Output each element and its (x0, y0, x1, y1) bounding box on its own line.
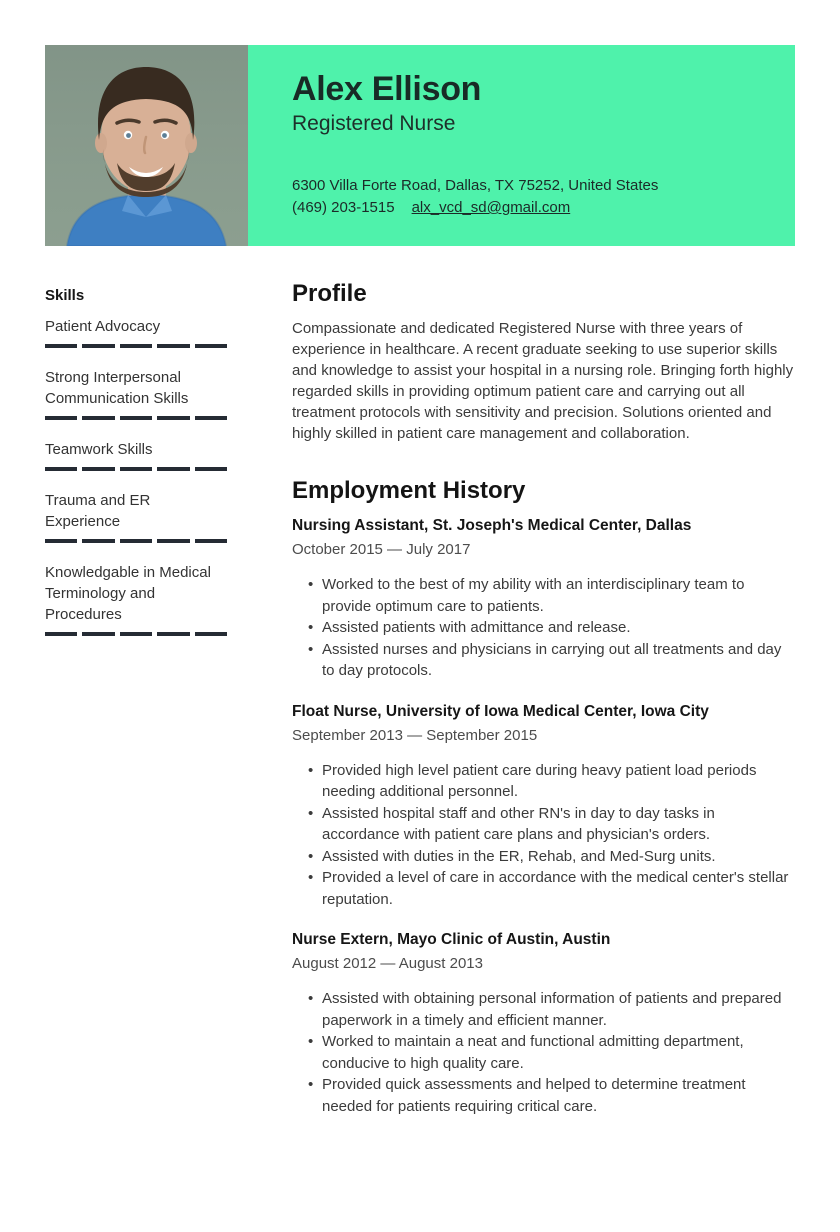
skills-heading: Skills (45, 287, 85, 304)
skill-bar-segment (120, 539, 152, 543)
contact-email-link[interactable]: alx_vcd_sd@gmail.com (411, 199, 571, 216)
skill-bar-segment (82, 344, 114, 348)
job-bullets (292, 760, 795, 911)
job-bullet: • Assisted nurses and physicians in carrying out all treatments and day to day protocols. (292, 639, 795, 682)
job-bullets (292, 988, 795, 1117)
job-entry (292, 515, 795, 682)
job-title: Nursing Assistant, St. Joseph's Medical Center, Dallas (292, 517, 692, 534)
skills-sidebar (45, 246, 227, 1136)
portrait-illustration (45, 45, 248, 246)
job-bullet: • Provided quick assessments and helped to determine treatment needed for patients requiring critical care. (292, 1074, 795, 1117)
skill-rating-bar (45, 344, 227, 348)
job-entry (292, 929, 795, 1117)
skill-bar-segment (195, 344, 227, 348)
skill-bar-segment (120, 416, 152, 420)
job-title: Nurse Extern, Mayo Clinic of Austin, Austin (292, 931, 611, 948)
skill-bar-segment (195, 416, 227, 420)
skill-bar-segment (45, 344, 77, 348)
skill-label: Patient Advocacy (45, 318, 161, 335)
job-entry (292, 701, 795, 911)
skill-bar-segment (157, 467, 189, 471)
jobs-list (292, 515, 795, 1117)
skill-bar-segment (45, 467, 77, 471)
job-dates: September 2013 — September 2015 (292, 726, 538, 744)
skill-bar-segment (120, 467, 152, 471)
header-info-panel (248, 45, 795, 246)
job-bullet: • Provided high level patient care during heavy patient load periods needing additional personnel. (292, 760, 795, 803)
job-bullets (292, 574, 795, 682)
job-dates: October 2015 — July 2017 (292, 541, 471, 558)
contact-phone: (469) 203-1515 (292, 199, 395, 216)
skill-rating-bar (45, 467, 227, 471)
skill-bar-segment (195, 467, 227, 471)
resume-body (0, 246, 840, 1136)
job-title: Float Nurse, University of Iowa Medical Center, Iowa City (292, 702, 709, 720)
skill-bar-segment (82, 539, 114, 543)
skills-list (45, 316, 227, 636)
resume-header (45, 45, 795, 246)
profile-text: Compassionate and dedicated Registered Nurse with three years of experience in healthcare. A recent graduate seeking to use superior skills and knowledge to assist your hospital in a nursing role. Bringing forth highly regarded skills in providing optimum patient care and carrying out all treatment protocols with sensitivity and precision. Solutions oriented and highly skilled in patient care management and collaboration. (292, 320, 794, 442)
skill-label: Teamwork Skills (45, 441, 153, 458)
job-bullet: • Assisted hospital staff and other RN's in day to day tasks in accordance with patient care plans and physician's orders. (292, 803, 795, 846)
skill-bar-segment (82, 467, 114, 471)
skill-bar-segment (82, 416, 114, 420)
skill-bar-segment (45, 539, 77, 543)
skill-item (45, 562, 227, 636)
skill-bar-segment (45, 416, 77, 420)
skill-item (45, 490, 227, 543)
job-bullet: • Provided a level of care in accordance with the medical center's stellar reputation. (292, 867, 795, 910)
skill-rating-bar (45, 632, 227, 636)
skill-label: Strong Interpersonal Communication Skills (45, 369, 189, 407)
job-bullet: • Worked to the best of my ability with an interdisciplinary team to provide optimum care to patients. (292, 574, 795, 617)
job-bullet: • Assisted with obtaining personal information of patients and prepared paperwork in a timely and efficient manner. (292, 988, 795, 1031)
job-bullet: • Worked to maintain a neat and functional admitting department, conducive to high quality care. (292, 1031, 795, 1074)
skill-bar-segment (45, 632, 77, 636)
job-bullet: • Assisted patients with admittance and release. (292, 617, 795, 639)
skill-bar-segment (157, 539, 189, 543)
skill-item (45, 316, 227, 348)
skill-bar-segment (157, 416, 189, 420)
skill-label: Trauma and ER Experience (45, 492, 151, 530)
contact-address: 6300 Villa Forte Road, Dallas, TX 75252, United States (292, 177, 659, 194)
profile-heading: Profile (292, 280, 367, 307)
job-dates: August 2012 — August 2013 (292, 955, 483, 972)
contact-block (292, 175, 765, 219)
skill-rating-bar (45, 416, 227, 420)
resume-page (0, 45, 840, 1232)
skill-bar-segment (120, 344, 152, 348)
skill-bar-segment (157, 344, 189, 348)
job-bullet: • Assisted with duties in the ER, Rehab, and Med-Surg units. (292, 846, 795, 868)
candidate-name: Alex Ellison (292, 70, 482, 108)
skill-item (45, 367, 227, 420)
employment-heading: Employment History (292, 477, 526, 504)
skill-item (45, 439, 227, 471)
skill-bar-segment (120, 632, 152, 636)
main-column (292, 246, 795, 1136)
profile-photo (45, 45, 248, 246)
skill-bar-segment (195, 539, 227, 543)
skill-bar-segment (157, 632, 189, 636)
candidate-title: Registered Nurse (292, 112, 456, 135)
skill-bar-segment (195, 632, 227, 636)
skill-rating-bar (45, 539, 227, 543)
skill-bar-segment (82, 632, 114, 636)
skill-label: Knowledgable in Medical Terminology and Procedures (45, 564, 211, 623)
